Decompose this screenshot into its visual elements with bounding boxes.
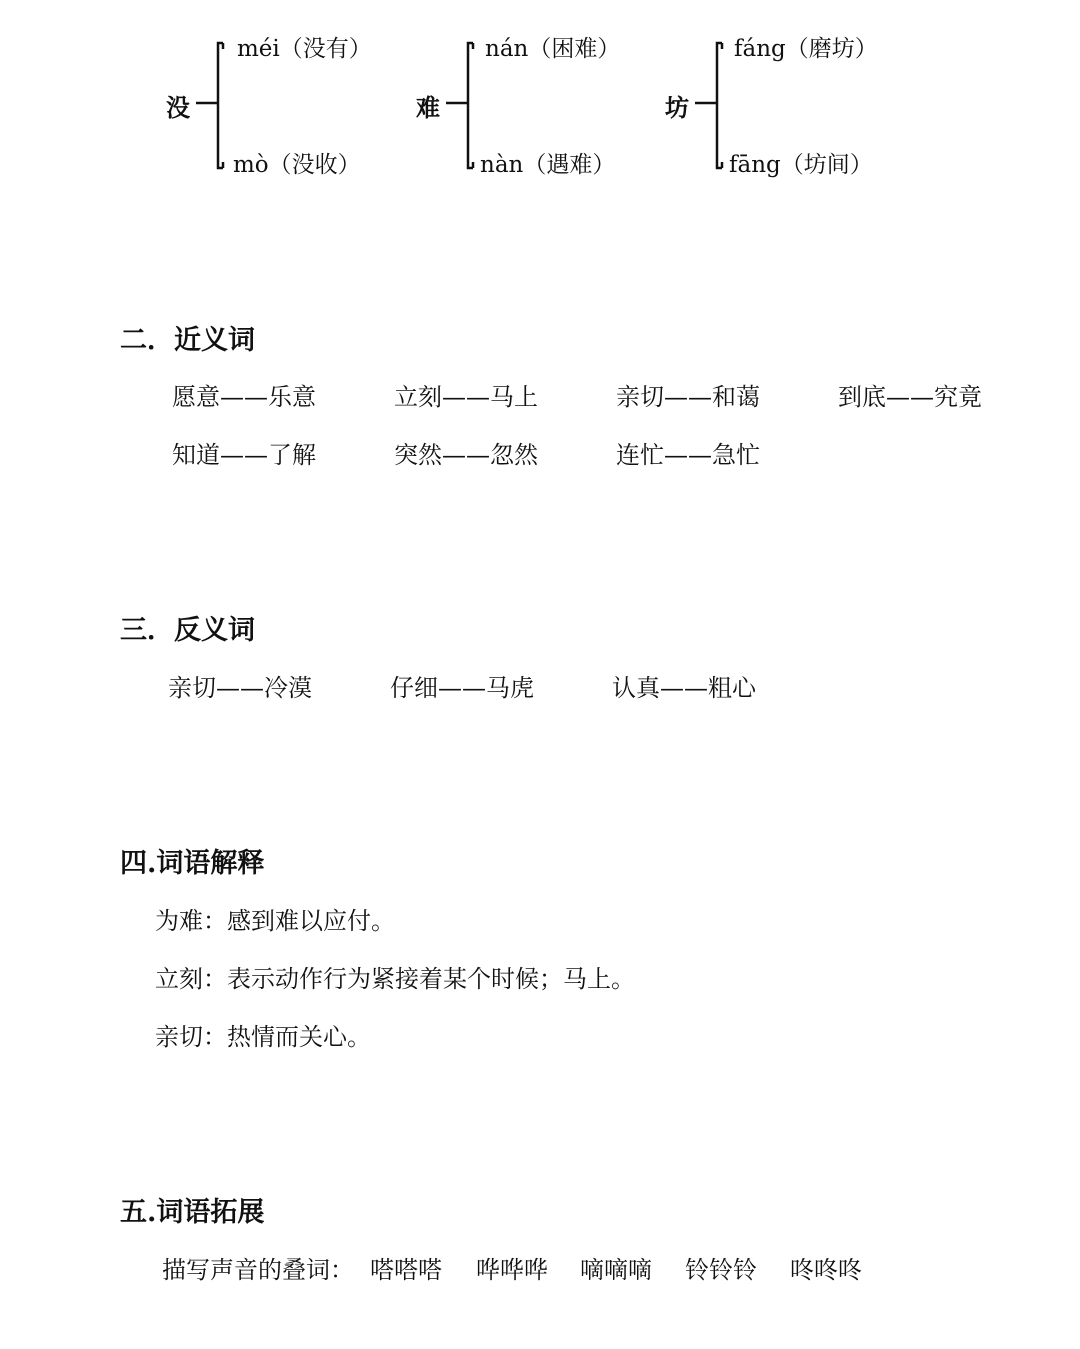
synonym-pair: 突然——忽然 xyxy=(394,441,538,469)
onomatopoeia-word: 哗哗哗 xyxy=(476,1256,548,1284)
antonym-pair: 亲切——冷漠 xyxy=(168,674,312,702)
synonym-pair: 到底——究竟 xyxy=(838,383,982,411)
antonym-pair: 认真——粗心 xyxy=(612,674,756,702)
polyphone-char: 坊 xyxy=(665,93,689,122)
explanation-item: 立刻：表示动作行为紧接着某个时候；马上。 xyxy=(155,965,635,993)
antonyms-heading: 三．反义词 xyxy=(120,615,255,646)
synonyms-heading: 二．近义词 xyxy=(120,325,255,356)
explanation-item: 亲切：热情而关心。 xyxy=(155,1023,371,1051)
polyphone-reading-bottom: mò（没收） xyxy=(233,152,361,178)
synonym-pair: 愿意——乐意 xyxy=(172,383,316,411)
expansion-label: 描写声音的叠词： xyxy=(162,1256,354,1284)
explanations-heading: 四.词语解释 xyxy=(120,848,265,879)
bracket-icon xyxy=(691,38,731,176)
bracket-icon xyxy=(442,38,482,176)
expansion-heading: 五.词语拓展 xyxy=(120,1197,265,1228)
onomatopoeia-word: 铃铃铃 xyxy=(685,1256,757,1284)
explanation-item: 为难：感到难以应付。 xyxy=(155,907,395,935)
polyphone-reading-top: nán（困难） xyxy=(485,36,621,62)
onomatopoeia-word: 嗒嗒嗒 xyxy=(370,1256,442,1284)
antonym-pair: 仔细——马虎 xyxy=(390,674,534,702)
onomatopoeia-word: 嘀嘀嘀 xyxy=(580,1256,652,1284)
bracket-icon xyxy=(192,38,232,176)
polyphone-char: 难 xyxy=(416,93,440,122)
polyphone-reading-top: fáng（磨坊） xyxy=(734,36,878,62)
polyphone-char: 没 xyxy=(166,93,190,122)
synonym-pair: 知道——了解 xyxy=(172,441,316,469)
polyphone-reading-top: méi（没有） xyxy=(237,36,372,62)
polyphone-reading-bottom: fāng（坊间） xyxy=(729,152,873,178)
onomatopoeia-word: 咚咚咚 xyxy=(790,1256,862,1284)
polyphone-reading-bottom: nàn（遇难） xyxy=(480,152,616,178)
synonym-pair: 连忙——急忙 xyxy=(616,441,760,469)
synonym-pair: 亲切——和蔼 xyxy=(616,383,760,411)
synonym-pair: 立刻——马上 xyxy=(394,383,538,411)
